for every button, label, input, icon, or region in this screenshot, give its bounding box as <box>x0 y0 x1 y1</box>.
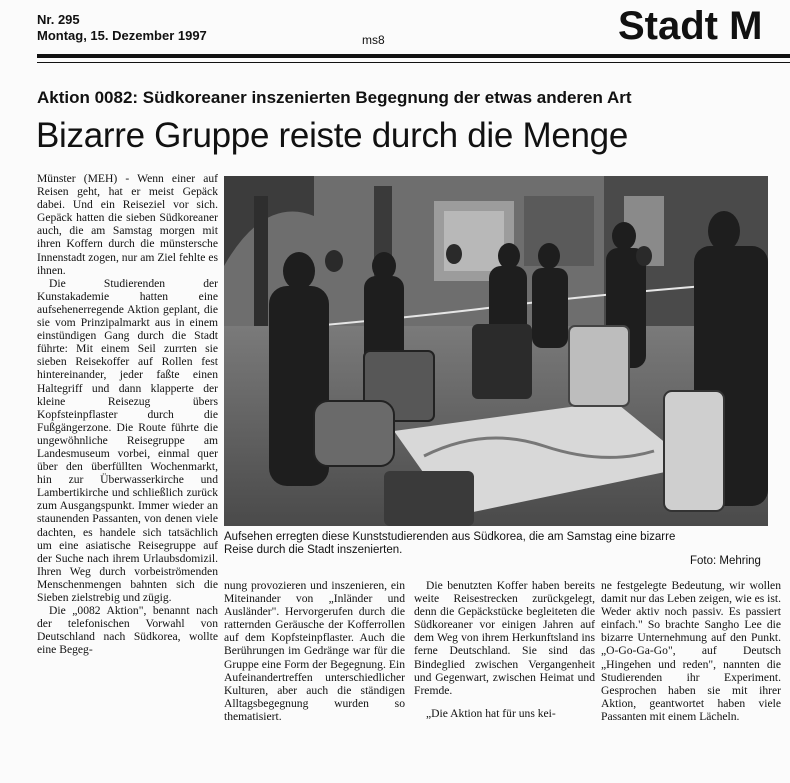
article-column-1 <box>37 172 218 783</box>
photo-caption-line-2: Reise durch die Stadt inszenierten. <box>224 544 403 556</box>
masthead-rule-thick <box>37 54 790 58</box>
issue-date: Montag, 15. Dezember 1997 <box>37 28 207 43</box>
paragraph: ne festgelegte Bedeutung, wir wollen damit nur das Leben zeigen, wie es ist. Weder aktiv noch passiv. Es passiert einfach." So brachte Sangho Lee die bizarre Unternehmung auf den Punkt. „O-Go-Ga-Go", auf Deutsch „Hingehen und reden", nannten die Studierenden ihr Experiment. Gesprochen haben sie mit ihrer Aktion, geantwortet haben viele Passanten mit einem Lächeln. <box>601 579 781 723</box>
article-headline: Bizarre Gruppe reiste durch die Menge <box>36 116 628 155</box>
page-code: ms8 <box>362 33 385 47</box>
article-column-3 <box>414 579 595 783</box>
paragraph: Die „0082 Aktion", benannt nach der telefonischen Vorwahl von Deutschland nach Südkorea, wollte eine Begeg- <box>37 604 218 657</box>
photo-credit: Foto: Mehring <box>690 555 761 567</box>
article-photo <box>224 176 768 526</box>
section-title: Stadt M <box>618 4 763 48</box>
paragraph: nung provozieren und inszenieren, ein Miteinander von „Inländer und Ausländer". Hervorgerufen durch die ratternden Geräusche der Kofferrollen auf dem Kopfsteinpflaster. Auch die Berührungen im Gedränge war für die Gruppe eine Form der Begegnung. Ein Aufeinandertreffen unterschiedlicher Kulturen, aber auch die ständigen Alltagsbegegnung wurden so thematisiert. <box>224 579 405 723</box>
article-column-4 <box>601 579 781 783</box>
article-column-2 <box>224 579 405 783</box>
paragraph: Die benutzten Koffer haben bereits weite Reisestrecken zurückgelegt, denn die Gepäckstücke begleiteten die Südkoreaner vor einigen Jahren auf dem Weg von ihrem Herkunftsland ins ferne Deutschland. Sie sind das Bindeglied zwischen Vergangenheit und Gegenwart, zwischen Heimat und Fremde. <box>414 579 595 697</box>
photo-illustration <box>224 176 768 526</box>
paragraph: „Die Aktion hat für uns kei- <box>426 706 556 720</box>
article-kicker: Aktion 0082: Südkoreaner inszenierten Begegnung der etwas anderen Art <box>37 88 632 107</box>
photo-caption-line-1: Aufsehen erregten diese Kunststudierenden aus Südkorea, die am Samstag eine bizarre <box>224 531 676 543</box>
paragraph: Münster (MEH) - Wenn einer auf Reisen geht, hat er meist Gepäck dabei. Und ein Reiseziel vor sich. Gepäck hatten die sieben Südkoreaner auch, die am Samstag morgen mit ihren Koffern durch die münstersche Innenstadt zogen, nur am Ziel fehlte es ihnen. <box>37 172 218 277</box>
issue-number: Nr. 295 <box>37 12 80 27</box>
paragraph: Die Studierenden der Kunstakademie hatten eine aufsehenerregende Aktion geplant, die sie vom Prinzipalmarkt aus in einem einstündigen Gang durch die Stadt führte: Mit einem Seil zurrten sie sieben Reisekoffer auf Rollen fest hintereinander, jeder faßte einen Haltegriff und dann klapperte der kleine Reisezug übers Kopfsteinpflaster durch die Fußgängerzone. Die Route führte die ungewöhnliche Reisegruppe am Landesmuseum vorbei, einmal quer über den überfüllten Wochenmarkt, hin zur Überwasserkirche und Lambertikirche und schließlich zurück zum Ausgangspunkt. Immer wieder an staunenden Passanten, von denen viele dachten, es handele sich tatsächlich um eine asiatische Reisegruppe auf der Suche nach ihrem Urlaubsdomizil. Ihren Weg durch vorbeiströmenden Menschenmengen bahnten sich die Sieben zielstrebig und zügig. <box>37 276 218 604</box>
masthead-rule-thin <box>37 62 790 63</box>
